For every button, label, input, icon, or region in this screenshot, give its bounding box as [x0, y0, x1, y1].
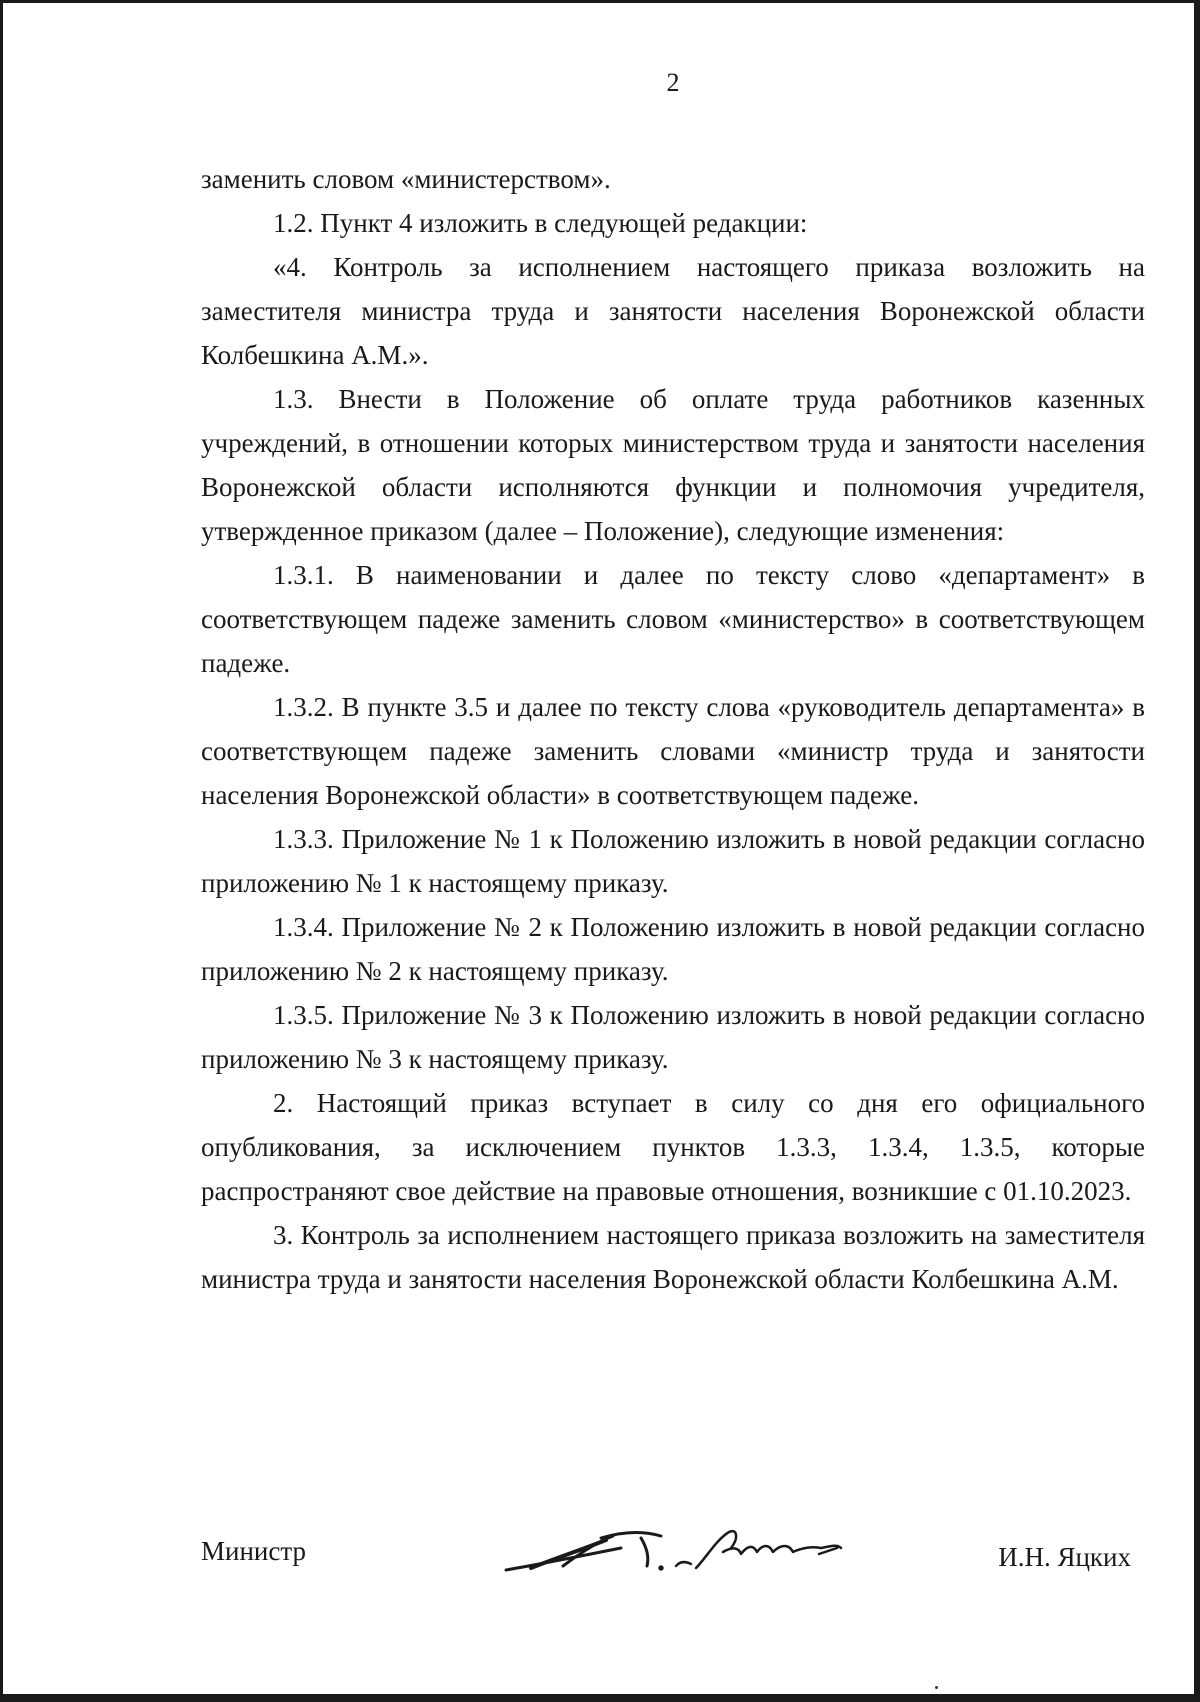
paragraph: 1.3. Внести в Положение об оплате труда работников казенных учреждений, в отношении которых министерством труда и занятости населения Воронежской области исполняются функции и полномочия учредителя, утвержденное приказом (далее – Положение), следующие изменения:	[201, 384, 1145, 546]
paragraph: 1.3.4. Приложение № 2 к Положению изложить в новой редакции согласно приложению № 2 к настоящему приказу.	[201, 912, 1145, 986]
scan-border-left	[0, 0, 3, 1702]
signature-block	[201, 1532, 1131, 1592]
scan-border-top	[0, 0, 1200, 3]
paragraph: 1.3.5. Приложение № 3 к Положению изложить в новой редакции согласно приложению № 3 к настоящему приказу.	[201, 1000, 1145, 1074]
handwritten-signature-icon	[501, 1518, 881, 1588]
paragraph: 3. Контроль за исполнением настоящего приказа возложить на заместителя министра труда и занятости населения Воронежской области Колбешкина А.М.	[201, 1220, 1145, 1294]
paragraph: «4. Контроль за исполнением настоящего приказа возложить на заместителя министра труда и занятости населения Воронежской области Колбешкина А.М.».	[201, 252, 1145, 370]
paragraph: 1.3.1. В наименовании и далее по тексту слово «департамент» в соответствующем падеже заменить словом «министерство» в соответствующем падеже.	[201, 560, 1145, 678]
signatory-name: И.Н. Яцких	[998, 1542, 1131, 1572]
paragraph: 1.3.3. Приложение № 1 к Положению изложить в новой редакции согласно приложению № 1 к настоящему приказу.	[201, 824, 1145, 898]
page-number: 2	[666, 68, 680, 97]
paragraph: 1.3.2. В пункте 3.5 и далее по тексту слова «руководитель департамента» в соответствующем падеже заменить словами «министр труда и занятости населения Воронежской области» в соответствующем падеже.	[201, 692, 1145, 810]
scan-border-bottom	[0, 1694, 1200, 1702]
scan-border-right	[1194, 0, 1200, 1702]
scan-speck	[935, 1686, 938, 1689]
paragraph: 2. Настоящий приказ вступает в силу со дня его официального опубликования, за исключением пунктов 1.3.3, 1.3.4, 1.3.5, которые распространяют свое действие на правовые отношения, возникшие с 01.10.2023.	[201, 1088, 1145, 1206]
signatory-role: Министр	[201, 1536, 306, 1566]
paragraph: заменить словом «министерством».	[201, 164, 611, 194]
paragraph: 1.2. Пункт 4 изложить в следующей редакции:	[273, 208, 808, 238]
document-body	[201, 157, 1145, 1301]
